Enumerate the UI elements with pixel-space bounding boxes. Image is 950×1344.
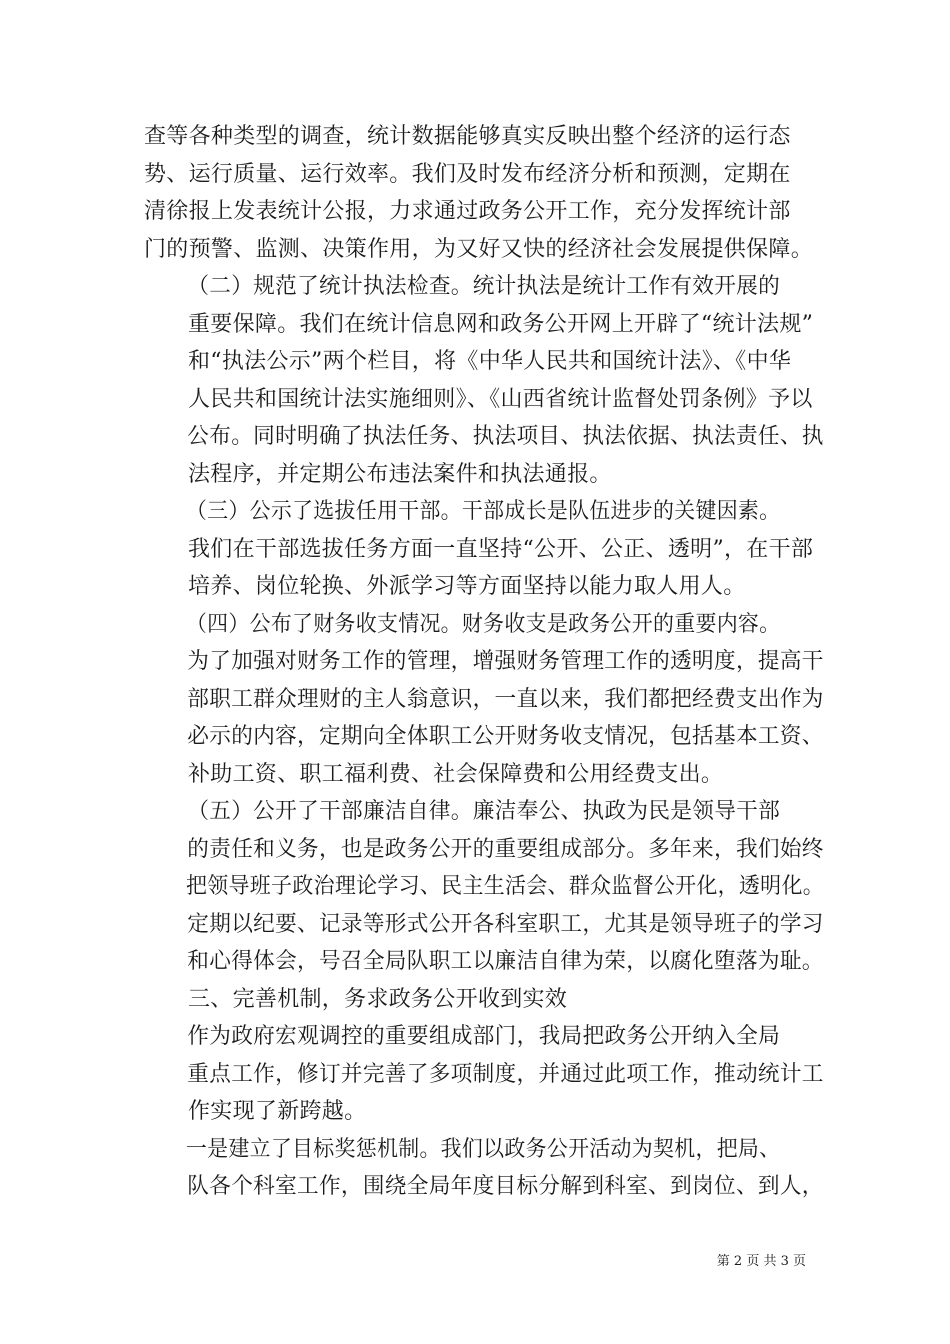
text-line: 必示的内容，定期向全体职工公开财务收支情况，包括基本工资、	[187, 724, 824, 749]
text-line: （三）公示了选拔任用干部。干部成长是队伍进步的关键因素。	[185, 499, 781, 524]
text-line: 一是建立了目标奖惩机制。我们以政务公开活动为契机，把局、	[185, 1136, 781, 1162]
text-line: 部职工群众理财的主人翁意识，一直以来，我们都把经费支出作为	[187, 686, 824, 712]
paragraph-section-two	[144, 268, 824, 493]
text-line: 队各个科室工作，围绕全局年度目标分解到科室、到岗位、到人，	[187, 1174, 824, 1199]
text-line: 补助工资、职工福利费、社会保障费和公用经费支出。	[188, 761, 724, 787]
text-line: 的责任和义务，也是政务公开的重要组成部分。多年来，我们始终	[187, 836, 824, 862]
text-line: 定期以纪要、记录等形式公开各科室职工，尤其是领导班子的学习	[187, 911, 824, 937]
text-line: 作为政府宏观调控的重要组成部门，我局把政务公开纳入全局	[187, 1024, 781, 1049]
text-line: 重要保障。我们在统计信息网和政务公开网上开辟了“统计法规”	[188, 311, 814, 337]
text-line: 和“执法公示”两个栏目，将《中华人民共和国统计法》、《中华	[188, 349, 792, 374]
text-line: 势、运行质量、运行效率。我们及时发布经济分析和预测，定期在	[144, 161, 791, 187]
paragraph-section-four	[144, 606, 824, 794]
text-line: 作实现了新跨越。	[188, 1099, 367, 1124]
text-line: 公布。同时明确了执法任务、执法项目、执法依据、执法责任、执	[187, 424, 824, 449]
section-heading	[144, 981, 824, 1019]
text-line: 法程序，并定期公布违法案件和执法通报。	[188, 461, 612, 487]
text-line: 人民共和国统计法实施细则》、《山西省统计监督处罚条例》予以	[188, 386, 813, 412]
text-line: 和心得体会，号召全局队职工以廉洁自律为荣，以腐化堕落为耻。	[187, 949, 824, 974]
paragraph	[144, 1018, 824, 1131]
heading-line: 三、完善机制，务求政务公开收到实效	[188, 986, 568, 1012]
paragraph	[144, 1131, 824, 1206]
text-line: （四）公布了财务收支情况。财务收支是政务公开的重要内容。	[185, 611, 781, 637]
text-line: 门的预警、监测、决策作用，为又好又快的经济社会发展提供保障。	[144, 236, 814, 262]
paragraph-section-three	[144, 493, 824, 606]
page-number-footer: 第 2 页 共 3 页	[716, 1254, 806, 1269]
text-line: 重点工作，修订并完善了多项制度，并通过此项工作，推动统计工	[187, 1061, 824, 1087]
text-line: 把领导班子政治理论学习、民主生活会、群众监督公开化，透明化。	[185, 874, 825, 899]
text-line: 我们在干部选拔任务方面一直坚持“公开、公正、透明”，在干部	[188, 536, 814, 562]
text-line: （二）规范了统计执法检查。统计执法是统计工作有效开展的	[187, 274, 781, 299]
text-line: 为了加强对财务工作的管理，增强财务管理工作的透明度，提高干	[187, 649, 824, 674]
text-line: （五）公开了干部廉洁自律。廉洁奉公、执政为民是领导干部	[187, 799, 781, 824]
text-line: 清徐报上发表统计公报，力求通过政务公开工作，充分发挥统计部	[144, 199, 791, 224]
paragraph-section-five	[144, 793, 824, 981]
text-line: 培养、岗位轮换、外派学习等方面坚持以能力取人用人。	[188, 574, 746, 599]
paragraph	[144, 118, 824, 268]
document-body	[144, 118, 824, 1206]
text-line: 查等各种类型的调查，统计数据能够真实反映出整个经济的运行态	[144, 124, 791, 149]
